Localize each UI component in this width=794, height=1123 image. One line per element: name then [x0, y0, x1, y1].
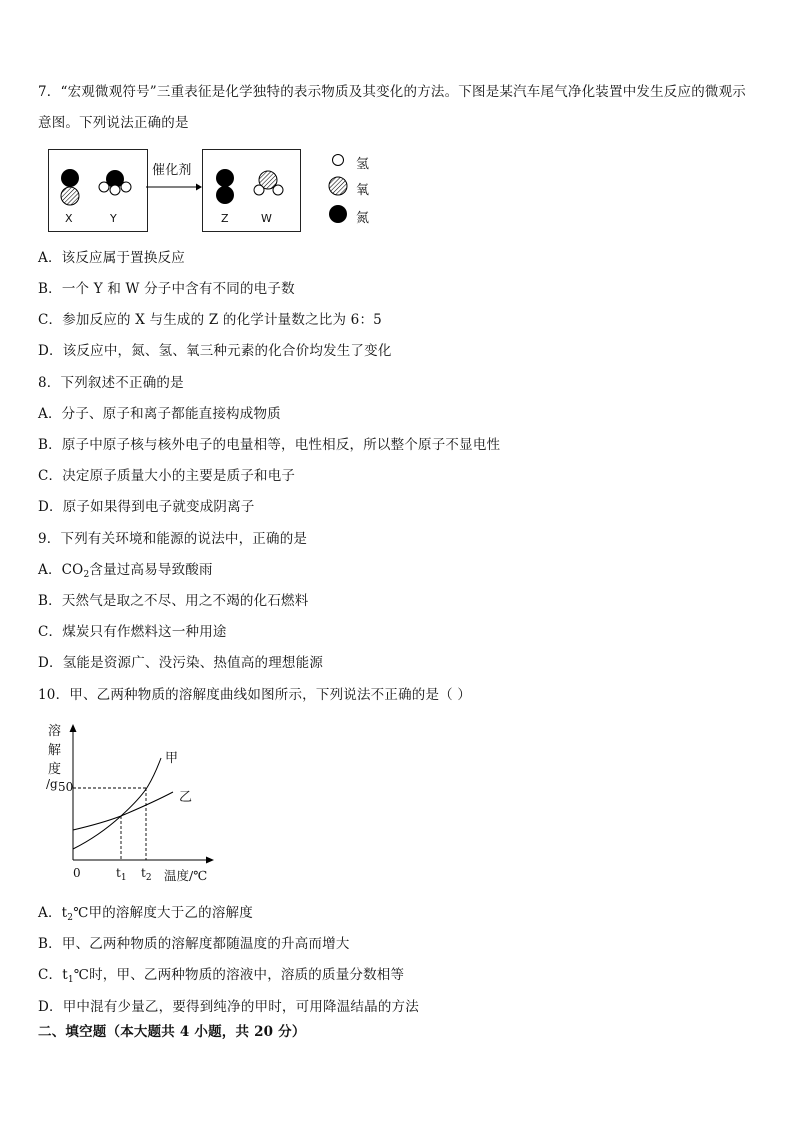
q7-option-d: D．该反应中，氮、氢、氧三种元素的化合价均发生了变化	[38, 343, 392, 359]
q8-stem: 8．下列叙述不正确的是	[38, 375, 184, 391]
legend-symbols	[327, 152, 353, 227]
q8-option-b: B．原子中原子核与核外电子的电量相等，电性相反，所以整个原子不显电性	[38, 437, 501, 453]
ylabel-char-2: 解	[48, 743, 62, 758]
legend-hydrogen-label: 氢	[356, 157, 370, 172]
solubility-chart-svg	[40, 718, 230, 888]
reactant-box	[48, 149, 148, 232]
q8-option-c: C．决定原子质量大小的主要是质子和电子	[38, 468, 296, 484]
label-w: W	[261, 212, 272, 225]
series-label-yi: 乙	[179, 790, 193, 805]
q10-stem: 10．甲、乙两种物质的溶解度曲线如图所示，下列说法不正确的是（ ）	[38, 687, 472, 703]
q9-option-b: B．天然气是取之不尽、用之不竭的化石燃料	[38, 593, 309, 609]
section-2-heading: 二、填空题（本大题共 4 小题，共 20 分）	[38, 1024, 306, 1040]
y-hydrogen-atom	[121, 182, 131, 192]
q8-option-d: D．原子如果得到电子就变成阴离子	[38, 499, 255, 515]
legend-nitrogen-label: 氮	[356, 211, 370, 226]
catalyst-label: 催化剂	[152, 163, 192, 178]
x-axis-arrow	[206, 857, 214, 864]
origin-label: 0	[73, 866, 81, 880]
legend-hydrogen-icon	[333, 155, 344, 166]
series-label-jia: 甲	[165, 751, 179, 766]
legend-oxygen-icon	[329, 177, 347, 195]
label-y: Y	[110, 212, 117, 225]
product-box	[202, 149, 301, 232]
x-oxygen-atom	[61, 187, 79, 205]
legend-nitrogen-icon	[329, 205, 347, 223]
curve-jia	[73, 758, 161, 849]
product-molecules	[203, 150, 300, 231]
y-hydrogen-atom	[110, 185, 120, 195]
tick-t2: $t_2$	[141, 866, 152, 883]
q9-option-a: A．$CO_2$含量过高易导致酸雨	[38, 562, 213, 580]
ylabel-char-1: 溶	[48, 724, 62, 739]
solubility-chart	[40, 718, 230, 888]
q7-option-c: C．参加反应的 X 与生成的 Z 的化学计量数之比为 6：5	[38, 312, 382, 328]
q9-stem: 9．下列有关环境和能源的说法中，正确的是	[38, 531, 308, 547]
label-z: Z	[221, 212, 229, 225]
q9-option-d: D．氢能是资源广、没污染、热值高的理想能源	[38, 655, 324, 671]
q10-option-b: B．甲、乙两种物质的溶解度都随温度的升高而增大	[38, 936, 350, 952]
q10-option-d: D．甲中混有少量乙，要得到纯净的甲时，可用降温结晶的方法	[38, 999, 419, 1015]
reactant-molecules	[49, 150, 147, 231]
x-axis-label: 温度/℃	[164, 868, 208, 883]
q7-stem-line1: 7．“宏观微观符号”三重表征是化学独特的表示物质及其变化的方法。下图是某汽车尾气净化装置中发生反应的微观示	[38, 84, 746, 100]
x-nitrogen-atom	[61, 169, 79, 187]
y-axis-arrow	[70, 724, 77, 732]
q7-option-a: A．该反应属于置换反应	[38, 250, 185, 266]
q10-option-c: C．$t_1℃$时，甲、乙两种物质的溶液中，溶质的质量分数相等	[38, 967, 405, 985]
w-hydrogen-atom	[273, 185, 283, 195]
legend-oxygen-label: 氧	[356, 183, 370, 198]
q7-stem-line2: 意图。下列说法正确的是	[38, 115, 189, 131]
ytick-50: 50	[58, 780, 74, 794]
q10-option-a: A．$t_2℃$甲的溶解度大于乙的溶解度	[38, 905, 253, 923]
label-x: X	[65, 212, 73, 225]
z-nitrogen-atom	[216, 169, 234, 187]
reaction-arrow	[146, 182, 202, 192]
ylabel-char-3: 度	[48, 762, 62, 777]
q7-option-b: B．一个 Y 和 W 分子中含有不同的电子数	[38, 281, 295, 297]
curve-yi	[73, 792, 173, 830]
tick-t1: $t_1$	[116, 866, 127, 883]
y-hydrogen-atom	[99, 182, 109, 192]
q9-option-c: C．煤炭只有作燃料这一种用途	[38, 624, 227, 640]
w-hydrogen-atom	[254, 185, 264, 195]
y-unit: /g	[46, 777, 58, 791]
q8-option-a: A．分子、原子和离子都能直接构成物质	[38, 406, 281, 422]
z-nitrogen-atom	[216, 186, 234, 204]
